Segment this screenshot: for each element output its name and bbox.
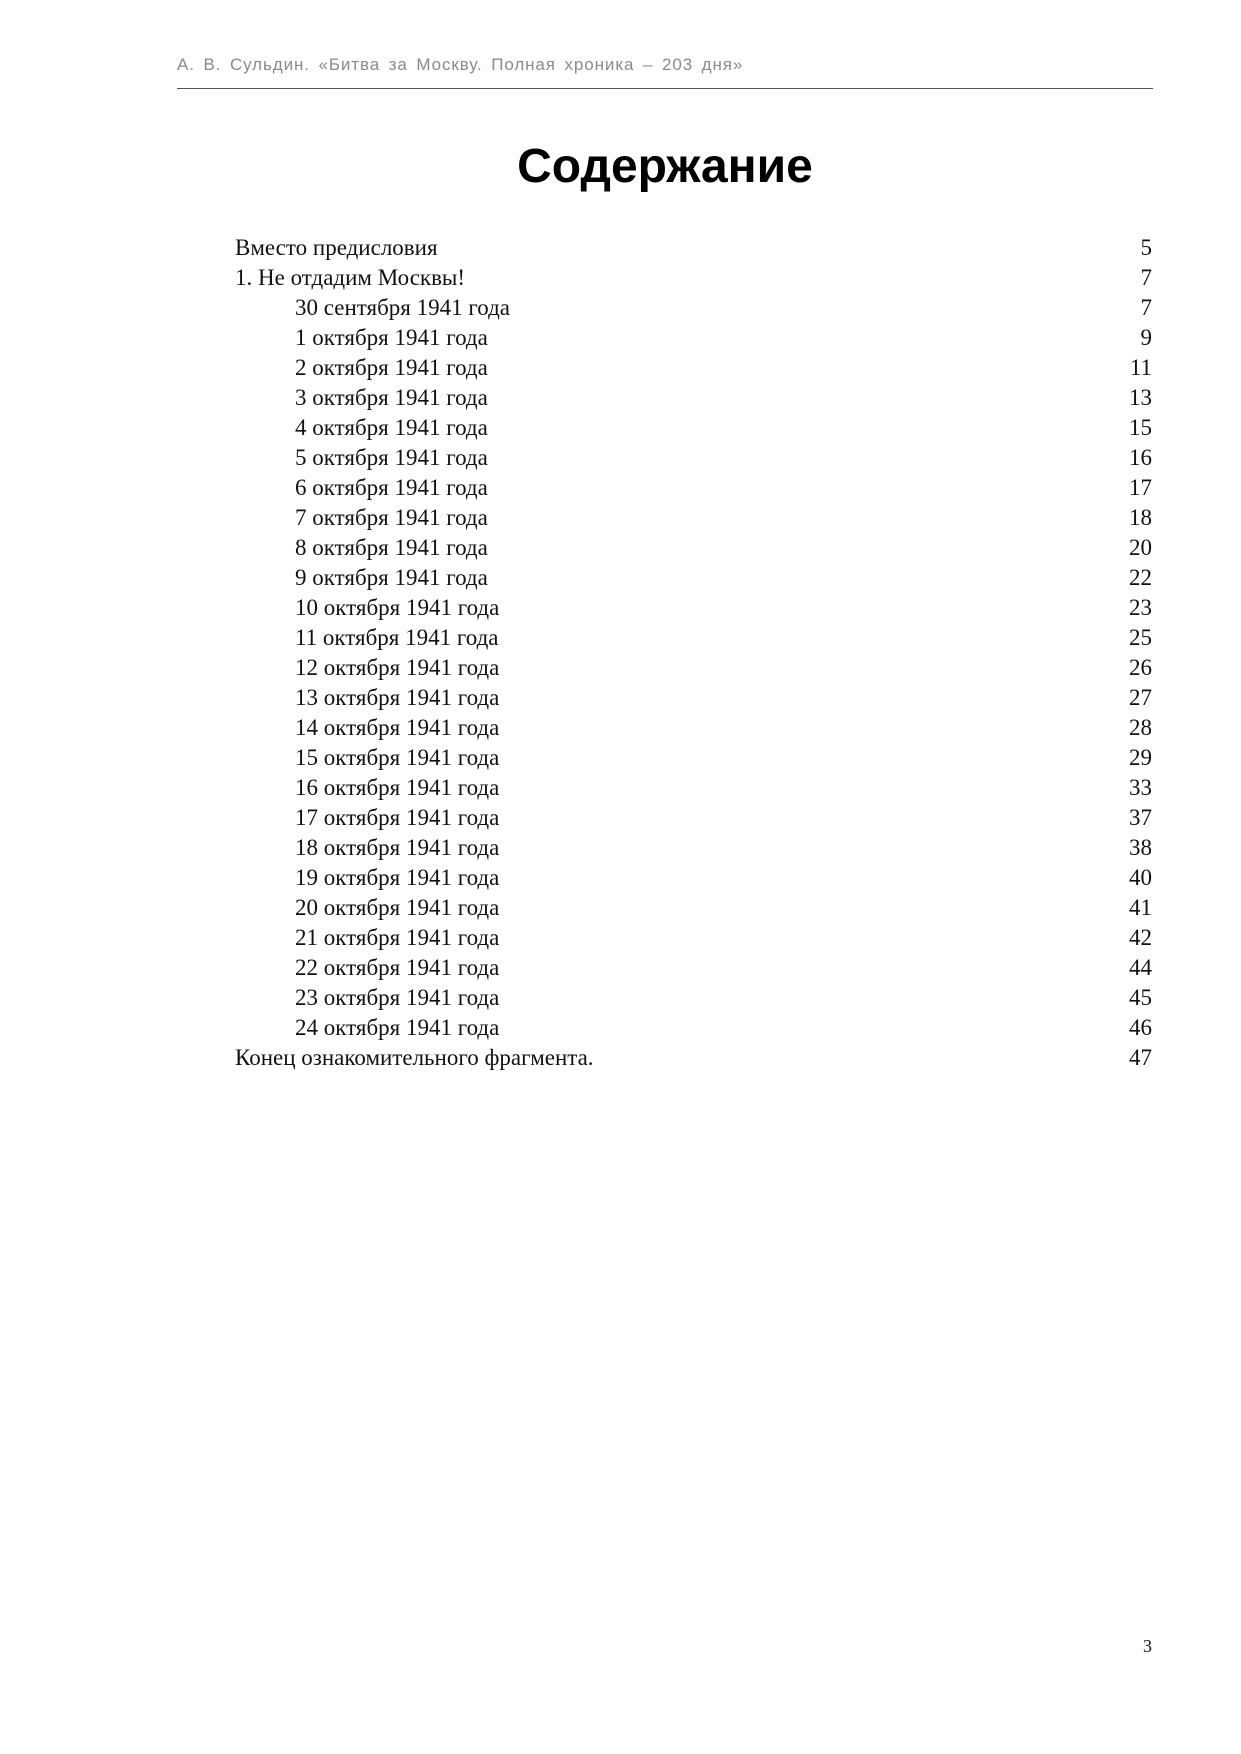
toc-entry[interactable] [235,833,1152,863]
toc-entry[interactable] [235,953,1152,983]
toc-entry[interactable] [235,803,1152,833]
toc-entry-label: 17 октября 1941 года [295,805,500,830]
toc-entry-page: 15 [1129,415,1152,440]
toc-entry[interactable] [235,773,1152,803]
toc-entry-label: 13 октября 1941 года [295,685,500,710]
toc-entry[interactable] [235,233,1152,263]
table-of-contents [235,233,1152,1073]
toc-entry[interactable] [235,473,1152,503]
toc-entry-page: 38 [1129,835,1152,860]
toc-entry-page: 45 [1129,985,1152,1010]
toc-entry[interactable] [235,713,1152,743]
toc-entry-label: 19 октября 1941 года [295,865,500,890]
toc-entry[interactable] [235,923,1152,953]
toc-entry-page: 22 [1129,565,1152,590]
toc-entry-label: 3 октября 1941 года [295,385,488,410]
toc-entry-label: 5 октября 1941 года [295,445,488,470]
toc-entry[interactable] [235,503,1152,533]
toc-entry[interactable] [235,653,1152,683]
toc-entry-label: 10 октября 1941 года [295,595,500,620]
toc-entry-page: 20 [1129,535,1152,560]
toc-entry-page: 46 [1129,1015,1152,1040]
toc-entry[interactable] [235,563,1152,593]
toc-entry[interactable] [235,893,1152,923]
toc-entry-page: 27 [1129,685,1152,710]
toc-entry[interactable] [235,593,1152,623]
toc-entry-page: 9 [1140,325,1152,350]
toc-entry-label: 4 октября 1941 года [295,415,488,440]
toc-entry-label: 16 октября 1941 года [295,775,500,800]
toc-entry-page: 33 [1129,775,1152,800]
toc-entry[interactable] [235,293,1152,323]
toc-entry[interactable] [235,983,1152,1013]
toc-entry-label: 30 сентября 1941 года [295,295,510,320]
toc-entry-label: 6 октября 1941 года [295,475,488,500]
toc-entry[interactable] [235,1013,1152,1043]
toc-entry-label: 2 октября 1941 года [295,355,488,380]
toc-entry-page: 40 [1129,865,1152,890]
toc-entry-page: 26 [1129,655,1152,680]
toc-entry-page: 5 [1140,235,1152,260]
toc-entry[interactable] [235,263,1152,293]
toc-entry-label: 15 октября 1941 года [295,745,500,770]
toc-entry-page: 37 [1129,805,1152,830]
toc-entry-page: 44 [1129,955,1152,980]
toc-entry[interactable] [235,323,1152,353]
toc-entry-label: Вместо предисловия [235,235,438,260]
running-header: А. В. Сульдин. «Битва за Москву. Полная хроника – 203 дня» [177,55,744,74]
toc-entry-label: 18 октября 1941 года [295,835,500,860]
toc-entry-page: 11 [1129,355,1152,380]
page-title: Содержание [517,140,813,193]
toc-entry-page: 28 [1129,715,1152,740]
toc-entry-label: 8 октября 1941 года [295,535,488,560]
toc-entry[interactable] [235,683,1152,713]
toc-entry[interactable] [235,863,1152,893]
toc-entry-label: 21 октября 1941 года [295,925,500,950]
toc-entry-label: 22 октября 1941 года [295,955,500,980]
toc-entry-page: 7 [1140,295,1152,320]
toc-entry-label: 1. Не отдадим Москвы! [235,265,466,290]
toc-entry-label: 20 октября 1941 года [295,895,500,920]
toc-entry-label: 7 октября 1941 года [295,505,488,530]
toc-entry[interactable] [235,413,1152,443]
toc-entry-page: 7 [1140,265,1152,290]
toc-entry-label: 9 октября 1941 года [295,565,488,590]
toc-entry[interactable] [235,533,1152,563]
toc-entry-label: Конец ознакомительного фрагмента. [235,1045,594,1070]
toc-entry-page: 18 [1129,505,1152,530]
toc-entry-label: 12 октября 1941 года [295,655,500,680]
toc-entry[interactable] [235,353,1152,383]
toc-entry-label: 24 октября 1941 года [295,1015,500,1040]
header-rule [177,88,1153,89]
toc-entry-page: 47 [1129,1045,1152,1070]
toc-entry-label: 14 октября 1941 года [295,715,500,740]
toc-entry-label: 23 октября 1941 года [295,985,500,1010]
toc-entry[interactable] [235,623,1152,653]
toc-entry[interactable] [235,1043,1152,1073]
toc-entry-page: 29 [1129,745,1152,770]
toc-entry-label: 1 октября 1941 года [295,325,488,350]
toc-entry[interactable] [235,443,1152,473]
toc-entry[interactable] [235,743,1152,773]
toc-entry[interactable] [235,383,1152,413]
toc-entry-page: 17 [1129,475,1152,500]
toc-entry-page: 25 [1129,625,1152,650]
toc-entry-page: 23 [1129,595,1152,620]
page-number: 3 [1143,1636,1152,1656]
toc-entry-label: 11 октября 1941 года [295,625,499,650]
toc-entry-page: 16 [1129,445,1152,470]
toc-entry-page: 42 [1129,925,1152,950]
toc-entry-page: 13 [1129,385,1152,410]
toc-entry-page: 41 [1129,895,1152,920]
